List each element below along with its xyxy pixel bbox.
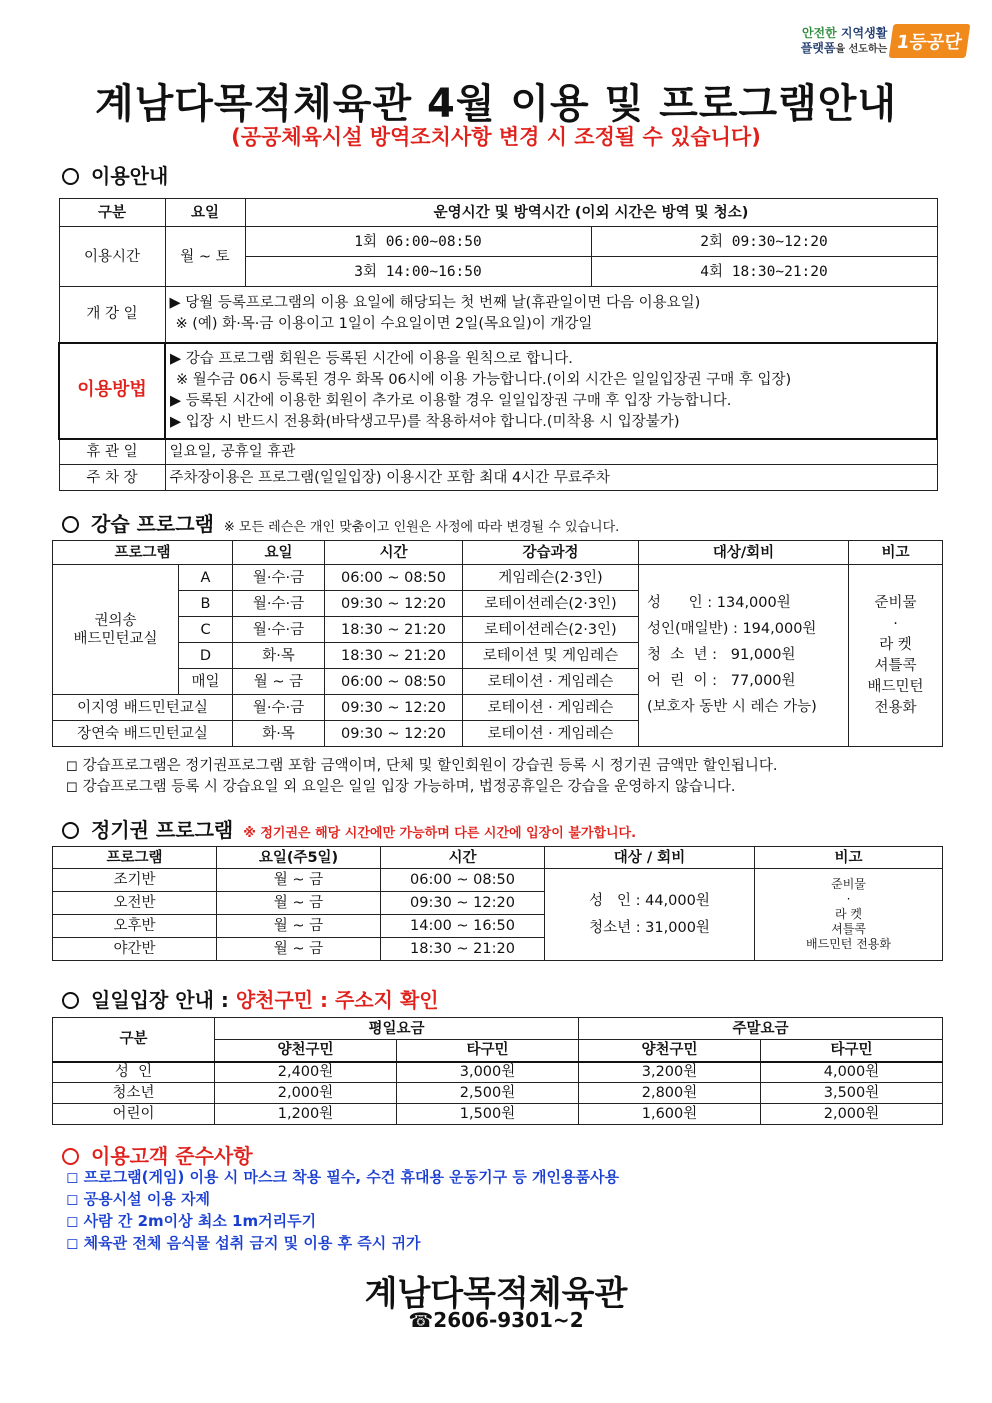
remark-line: ·	[893, 615, 898, 632]
pass-note: ※ 정기권은 해당 시간에만 가능하며 다른 시간에 입장이 불가합니다.	[243, 826, 637, 841]
method-line: ▶ 강습 프로그램 회원은 등록된 시간에 이용을 원칙으로 합니다.	[170, 350, 573, 367]
open-day-line: ※ (예) 화·목·금 이용이고 1일이 수요일이면 2일(목요일)이 개강일	[175, 316, 593, 333]
footer-name: 계남다목적체육관	[364, 1274, 628, 1314]
daily-price: 2,000원	[215, 1083, 397, 1104]
rule-item: ◻ 프로그램(게임) 이용 시 마스크 착용 필수, 수건 휴대용 운동기구 등 개인용품사용	[66, 1168, 619, 1186]
method-text	[165, 343, 937, 439]
daily-price: 2,400원	[215, 1062, 397, 1083]
daily-price: 4,000원	[761, 1062, 943, 1083]
rule-item: ◻ 사람 간 2m이상 최소 1m거리두기	[66, 1212, 317, 1230]
pass-remark-line: ·	[846, 892, 851, 906]
pass-days: 월 ~ 금	[217, 869, 381, 892]
lessons-table	[52, 540, 943, 747]
logo-badge: 1등공단	[889, 24, 970, 58]
rule-item: ◻ 체육관 전체 음식물 섭취 금지 및 이용 후 즉시 귀가	[66, 1234, 421, 1252]
logo-text-2a: 플랫폼	[800, 40, 836, 55]
open-day-label: 개 강 일	[59, 287, 165, 343]
daily-price: 3,200원	[579, 1062, 761, 1083]
page-subtitle: (공공체육시설 방역조치사항 변경 시 조정될 수 있습니다)	[231, 125, 761, 149]
circle-bullet-icon	[62, 168, 79, 185]
page-title: 계남다목적체육관 4월 이용 및 프로그램안내	[94, 81, 898, 127]
pass-remark	[755, 869, 943, 961]
remark-line: 전용화	[874, 699, 917, 716]
usage-table	[58, 198, 938, 491]
fee-line: (보호자 동반 시 레슨 가능)	[647, 699, 817, 715]
circle-bullet-icon	[62, 1148, 79, 1165]
daily-row-name: 성 인	[53, 1062, 215, 1083]
pass-time: 14:00 ~ 16:50	[381, 915, 545, 938]
pass-remark-line: 셔틀콕	[831, 922, 866, 936]
method-line: ※ 월수금 06시 등록된 경우 화목 06시에 이용 가능합니다.(이외 시간은 일일입장권 구매 후 입장)	[176, 371, 792, 388]
lessons-header-program: 프로그램	[53, 541, 233, 565]
rule-item: ◻ 공용시설 이용 자제	[66, 1190, 211, 1208]
lesson-days: 월·수·금	[233, 695, 325, 721]
lessons-header-course: 강습과정	[463, 541, 639, 565]
pass-days: 월 ~ 금	[217, 915, 381, 938]
org-logo	[801, 24, 968, 58]
lesson-remark	[849, 565, 943, 747]
pass-heading: 정기권 프로그램 ※ 정기권은 해당 시간에만 가능하며 다른 시간에 입장이 불가합니다.	[62, 814, 636, 843]
lesson-course: 로테이션레슨(2·3인)	[463, 617, 639, 643]
fee-line: 청 소 년 : 91,000원	[647, 647, 796, 663]
lesson-note: ◻ 강습프로그램은 정기권프로그램 포함 금액이며, 단체 및 할인회원이 강습권 등록 시 정기권 금액만 할인됩니다.	[66, 758, 778, 774]
open-day-text	[165, 287, 937, 343]
daily-header-weekday: 평일요금	[215, 1018, 579, 1040]
pass-time: 06:00 ~ 08:50	[381, 869, 545, 892]
pass-fee-line: 청소년 : 31,000원	[589, 919, 710, 936]
lessons-header-remark: 비고	[849, 541, 943, 565]
pass-header-time: 시간	[381, 847, 545, 869]
pass-time: 18:30 ~ 21:20	[381, 938, 545, 961]
lesson-time: 09:30 ~ 12:20	[325, 721, 463, 747]
lesson-course: 로테이션 · 게임레슨	[463, 695, 639, 721]
lesson-class: A	[179, 565, 233, 591]
pass-header-remark: 비고	[755, 847, 943, 869]
daily-price: 2,000원	[761, 1104, 943, 1125]
pass-name: 조기반	[53, 869, 217, 892]
daily-price: 3,500원	[761, 1083, 943, 1104]
lesson-notes	[66, 756, 777, 798]
pass-days: 월 ~ 금	[217, 892, 381, 915]
lesson-days: 화·목	[233, 643, 325, 669]
lessons-header-fee: 대상/회비	[639, 541, 849, 565]
lesson-time: 18:30 ~ 21:20	[325, 643, 463, 669]
rules-heading: 이용고객 준수사항	[62, 1140, 253, 1169]
lesson-days: 월·수·금	[233, 591, 325, 617]
pass-name: 오후반	[53, 915, 217, 938]
lesson-course: 게임레슨(2·3인)	[463, 565, 639, 591]
usage-header-days: 요일	[165, 199, 245, 227]
pass-fee-line: 성 인 : 44,000원	[589, 892, 710, 909]
hours-label: 이용시간	[59, 227, 165, 287]
daily-sub-header: 양천구민	[579, 1040, 761, 1062]
lesson-time: 06:00 ~ 08:50	[325, 565, 463, 591]
lesson-class: D	[179, 643, 233, 669]
lesson-days: 월·수·금	[233, 565, 325, 591]
fee-line: 어 린 이 : 77,000원	[647, 673, 796, 689]
pass-days: 월 ~ 금	[217, 938, 381, 961]
session-2: 2회 09:30~12:20	[591, 227, 937, 257]
parking-text: 주차장이용은 프로그램(일일입장) 이용시간 포함 최대 4시간 무료주차	[165, 465, 937, 491]
lesson-days: 월·수·금	[233, 617, 325, 643]
daily-price: 2,800원	[579, 1083, 761, 1104]
daily-sub-header: 타구민	[761, 1040, 943, 1062]
lesson-class-name: 이지영 배드민턴교실	[53, 695, 233, 721]
lesson-class: 매일	[179, 669, 233, 695]
logo-text-2b: 을 선도하는	[835, 43, 888, 55]
daily-price: 1,200원	[215, 1104, 397, 1125]
pass-remark-line: 라 켓	[835, 907, 862, 921]
method-line: ▶ 등록된 시간에 이용한 회원이 추가로 이용할 경우 일일입장권 구매 후 입장 가능합니다.	[170, 392, 732, 409]
daily-price: 2,500원	[397, 1083, 579, 1104]
circle-bullet-icon	[62, 516, 79, 533]
circle-bullet-icon	[62, 822, 79, 839]
lesson-time: 18:30 ~ 21:20	[325, 617, 463, 643]
daily-header-weekend: 주말요금	[579, 1018, 943, 1040]
rules-list	[66, 1166, 619, 1254]
footer-phone: ☎2606-9301~2	[408, 1308, 584, 1332]
daily-sub-header: 타구민	[397, 1040, 579, 1062]
daily-row-name: 어린이	[53, 1104, 215, 1125]
lesson-class: C	[179, 617, 233, 643]
pass-remark-line: 배드민턴 전용화	[806, 937, 891, 951]
daily-table	[52, 1017, 943, 1125]
logo-text-1b: 지역생활	[840, 25, 888, 40]
lesson-note: ◻ 강습프로그램 등록 시 강습요일 외 요일은 일일 입장 가능하며, 법정공휴일은 강습을 운영하지 않습니다.	[66, 779, 736, 795]
pass-header-fee: 대상 / 회비	[545, 847, 755, 869]
lesson-time: 09:30 ~ 12:20	[325, 695, 463, 721]
usage-heading: 이용안내	[62, 160, 168, 189]
method-label: 이용방법	[59, 343, 165, 439]
lessons-header-time: 시간	[325, 541, 463, 565]
lesson-course: 로테이션 · 게임레슨	[463, 669, 639, 695]
remark-line: 라 켓	[879, 636, 912, 653]
usage-header-category: 구분	[59, 199, 165, 227]
remark-line: 배드민턴	[867, 678, 924, 695]
pass-name: 야간반	[53, 938, 217, 961]
lesson-days: 월 ~ 금	[233, 669, 325, 695]
method-line: ▶ 입장 시 반드시 전용화(바닥생고무)를 착용하셔야 합니다.(미착용 시 입장불가)	[170, 413, 680, 430]
fee-line: 성인(매일반) : 194,000원	[647, 621, 817, 637]
session-1: 1회 06:00~08:50	[245, 227, 591, 257]
daily-row-name: 청소년	[53, 1083, 215, 1104]
pass-header-days: 요일(주5일)	[217, 847, 381, 869]
lesson-time: 06:00 ~ 08:50	[325, 669, 463, 695]
lesson-days: 화·목	[233, 721, 325, 747]
daily-price: 1,500원	[397, 1104, 579, 1125]
session-3: 3회 14:00~16:50	[245, 257, 591, 287]
daily-price: 1,600원	[579, 1104, 761, 1125]
daily-heading-red: 양천구민 : 주소지 확인	[235, 988, 439, 1012]
circle-bullet-icon	[62, 992, 79, 1009]
fee-line: 성 인 : 134,000원	[647, 595, 791, 611]
logo-text-1a: 안전한	[801, 25, 837, 40]
lesson-time: 09:30 ~ 12:20	[325, 591, 463, 617]
daily-sub-header: 양천구민	[215, 1040, 397, 1062]
closed-label: 휴 관 일	[59, 439, 165, 465]
closed-text: 일요일, 공휴일 휴관	[165, 439, 937, 465]
daily-price: 3,000원	[397, 1062, 579, 1083]
lesson-group-name: 권의송 배드민턴교실	[53, 565, 179, 695]
usage-header-hours: 운영시간 및 방역시간 (이외 시간은 방역 및 청소)	[245, 199, 937, 227]
daily-heading: 일일입장 안내 : 양천구민 : 주소지 확인	[62, 984, 439, 1013]
lesson-class: B	[179, 591, 233, 617]
lessons-header-days: 요일	[233, 541, 325, 565]
lesson-course: 로테이션 · 게임레슨	[463, 721, 639, 747]
lessons-note: ※ 모든 레슨은 개인 맞춤이고 인원은 사정에 따라 변경될 수 있습니다.	[223, 520, 620, 535]
pass-time: 09:30 ~ 12:20	[381, 892, 545, 915]
session-4: 4회 18:30~21:20	[591, 257, 937, 287]
lesson-fees	[639, 565, 849, 747]
pass-fees	[545, 869, 755, 961]
parking-label: 주 차 장	[59, 465, 165, 491]
pass-name: 오전반	[53, 892, 217, 915]
lesson-class-name: 장연숙 배드민턴교실	[53, 721, 233, 747]
remark-line: 준비물	[874, 594, 917, 611]
pass-remark-line: 준비물	[831, 877, 866, 891]
remark-line: 셔틀콕	[874, 657, 917, 674]
pass-header-program: 프로그램	[53, 847, 217, 869]
open-day-line: ▶ 당월 등록프로그램의 이용 요일에 해당되는 첫 번째 날(휴관일이면 다음 이용요일)	[169, 295, 701, 312]
lesson-course: 로테이션 및 게임레슨	[463, 643, 639, 669]
hours-days: 월 ~ 토	[165, 227, 245, 287]
pass-table	[52, 846, 943, 961]
daily-header-category: 구분	[53, 1018, 215, 1062]
lesson-course: 로테이션레슨(2·3인)	[463, 591, 639, 617]
lessons-heading: 강습 프로그램 ※ 모든 레슨은 개인 맞춤이고 인원은 사정에 따라 변경될 수 있습니다.	[62, 508, 619, 537]
